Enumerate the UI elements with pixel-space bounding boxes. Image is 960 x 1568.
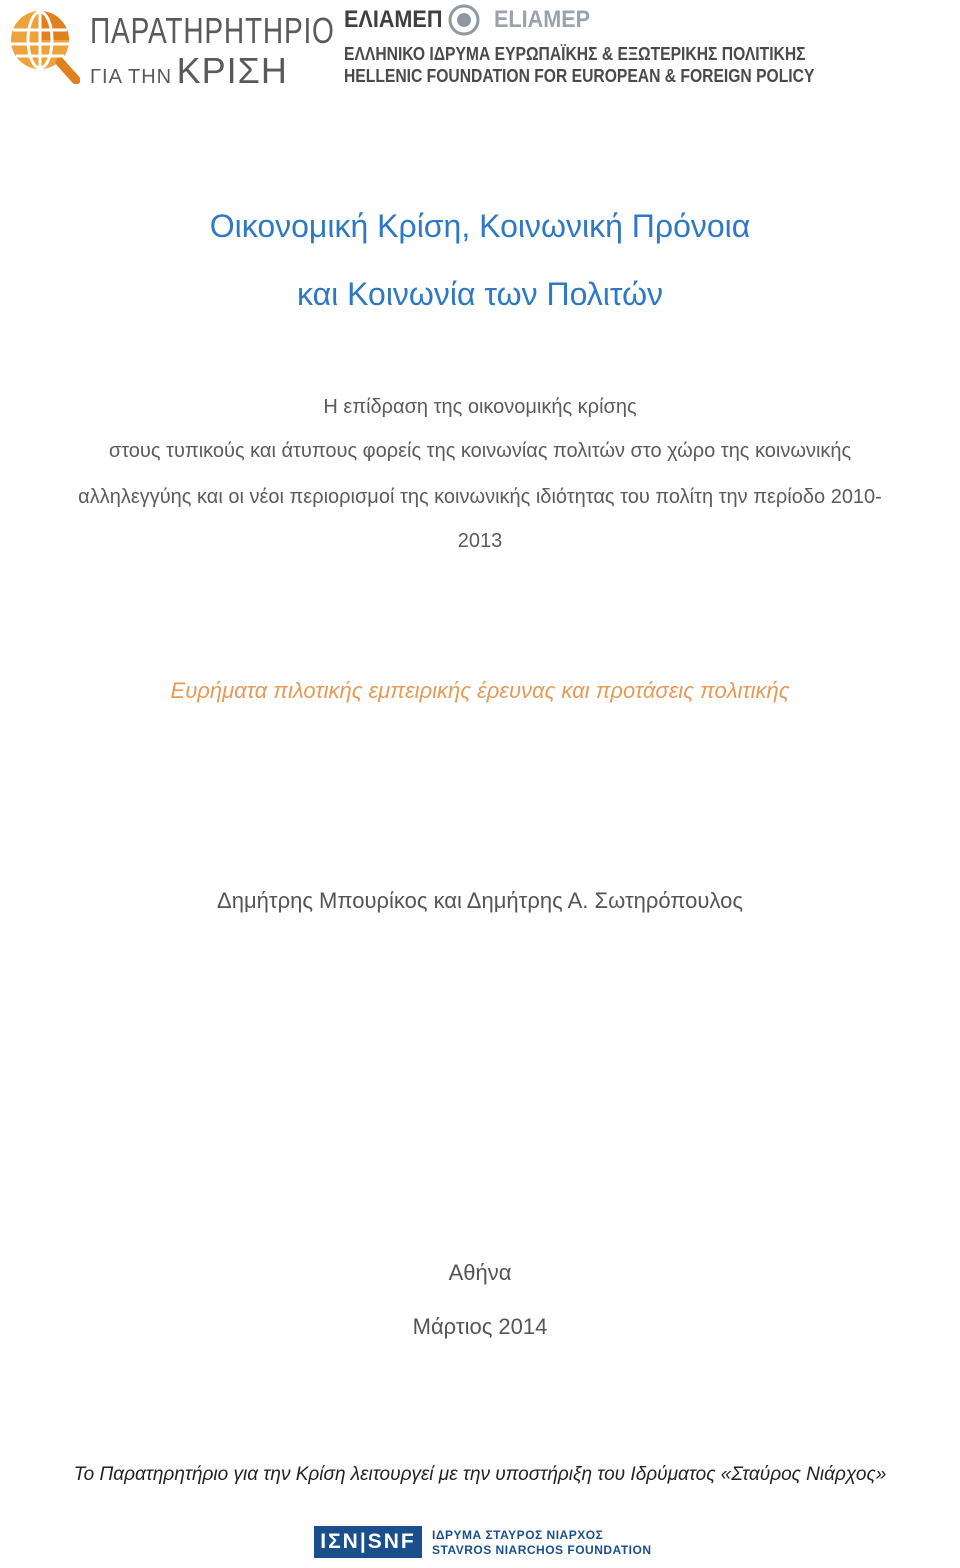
eliamep-full-name-gr: ΕΛΛΗΝΙΚΟ ΙΔΡΥΜΑ ΕΥΡΩΠΑΪΚΗΣ & ΕΞΩΤΕΡΙΚΗΣ ΠΟΛΙΤΙΚΗΣ <box>344 44 806 64</box>
eliamep-name-gr: ΕΛΙΑΜΕΠ <box>344 6 443 33</box>
findings-subtitle: Ευρήματα πιλοτικής εμπειρικής έρευνας και προτάσεις πολιτικής <box>170 678 790 703</box>
observatory-subtitle <box>90 50 288 92</box>
observatory-subtitle-small: ΓΙΑ ΤΗΝ <box>90 66 173 88</box>
authors: Δημήτρης Μπουρίκος και Δημήτρης Α. Σωτηρόπουλος <box>217 888 743 913</box>
publication-date: Μάρτιος 2014 <box>412 1314 548 1339</box>
snf-logo-box: ΙΣΝ|SNF <box>314 1526 422 1558</box>
subtitle-line4: 2013 <box>457 530 503 552</box>
observatory-title: ΠΑΡΑΤΗΡΗΤΗΡΙΟ <box>90 10 335 51</box>
snf-name-gr: ΙΔΡΥΜΑ ΣΤΑΥΡΟΣ ΝΙΑΡΧΟΣ <box>432 1528 604 1542</box>
eliamep-emblem-icon <box>448 4 480 38</box>
subtitle-line3: αλληλεγγύης και οι νέοι περιορισμοί της κοινωνικής ιδιότητας του πολίτη την περίοδο 2010- <box>78 486 882 508</box>
publication-place: Αθήνα <box>448 1260 512 1285</box>
snf-logo <box>314 1524 654 1560</box>
subtitle-line2: στους τυπικούς και άτυπους φορείς της κοινωνίας πολιτών στο χώρο της κοινωνικής <box>108 440 852 462</box>
eliamep-name-en: ELIAMEP <box>494 6 591 33</box>
eliamep-logo <box>344 6 844 86</box>
globe-magnifier-icon <box>8 8 80 84</box>
snf-name-en: STAVROS NIARCHOS FOUNDATION <box>432 1543 652 1557</box>
page-title-line1: Οικονομική Κρίση, Κοινωνική Πρόνοια <box>209 208 751 244</box>
footer-support-note: Το Παρατηρητήριο για την Κρίση λειτουργεί με την υποστήριξη του Ιδρύματος «Σταύρος Νιάρχος» <box>73 1464 887 1485</box>
eliamep-full-name-en: HELLENIC FOUNDATION FOR EUROPEAN & FOREIGN POLICY <box>344 66 815 86</box>
subtitle-line1: Η επίδραση της οικονομικής κρίσης <box>323 396 637 418</box>
page-title-line2: και Κοινωνία των Πολιτών <box>296 276 664 312</box>
observatory-subtitle-big: ΚΡΙΣΗ <box>176 50 288 91</box>
observatory-logo <box>8 6 335 91</box>
